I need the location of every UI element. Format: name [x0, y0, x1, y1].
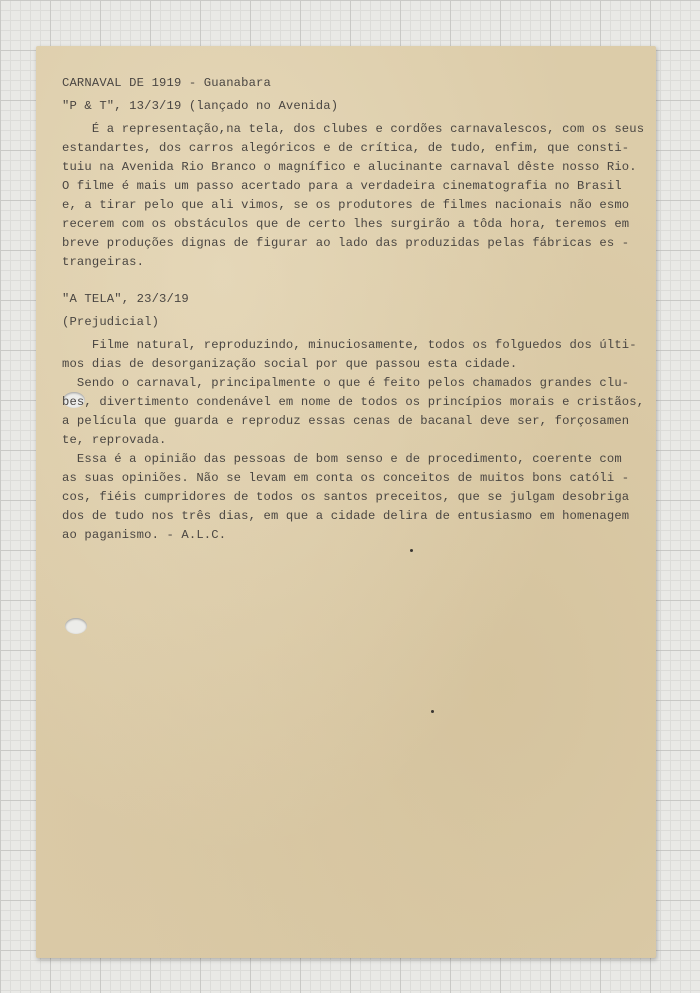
para1-line: breve produções dignas de figurar ao lado das produzidas pelas fábricas es - [62, 236, 630, 250]
para2-line: dos de tudo nos três dias, em que a cidade delira de entusiasmo em homenagem [62, 509, 630, 523]
para2-line: Essa é a opinião das pessoas de bom senso e de procedimento, coerente com [62, 452, 622, 466]
source-line-tela: "A TELA", 23/3/19 [62, 292, 189, 306]
para1-line: trangeiras. [62, 255, 145, 269]
ink-speck [431, 710, 434, 713]
para1-line: estandartes, dos carros alegóricos e de crítica, de tudo, enfim, que consti- [62, 141, 630, 155]
para2-line: te, reprovada. [62, 433, 167, 447]
para1-line: É a representação,na tela, dos clubes e cordões carnavalescos, com os seus [62, 122, 645, 136]
para1-line: tuiu na Avenida Rio Branco o magnífico e alucinante carnaval dêste nosso Rio. [62, 160, 637, 174]
typewritten-page [36, 46, 656, 958]
para1-line: recerem com os obstáculos que de certo lhes surgirão a tôda hora, teremos em [62, 217, 630, 231]
para2-line: cos, fiéis cumpridores de todos os santos preceitos, que se julgam desobriga [62, 490, 630, 504]
para2-line: Sendo o carnaval, principalmente o que é feito pelos chamados grandes clu- [62, 376, 630, 390]
ink-speck [410, 549, 413, 552]
punch-hole [65, 618, 87, 634]
para2-line: bes, divertimento condenável em nome de todos os princípios morais e cristãos, [62, 395, 645, 409]
para1-line: e, a tirar pelo que ali vimos, se os produtores de filmes nacionais não esmo [62, 198, 630, 212]
typed-text [62, 74, 645, 545]
para2-line: a película que guarda e reproduz essas cenas de bacanal deve ser, forçosamen [62, 414, 630, 428]
source-note: (Prejudicial) [62, 315, 160, 329]
para2-line: ao paganismo. - A.L.C. [62, 528, 227, 542]
para2-line: as suas opiniões. Não se levam em conta os conceitos de muitos bons católi - [62, 471, 630, 485]
para1-line: O filme é mais um passo acertado para a verdadeira cinematografia no Brasil [62, 179, 622, 193]
para2-line: Filme natural, reproduzindo, minuciosamente, todos os folguedos dos últi- [62, 338, 637, 352]
para2-line: mos dias de desorganização social por que passou esta cidade. [62, 357, 518, 371]
source-line-pt: "P & T", 13/3/19 (lançado no Avenida) [62, 99, 339, 113]
header-line: CARNAVAL DE 1919 - Guanabara [62, 76, 271, 90]
